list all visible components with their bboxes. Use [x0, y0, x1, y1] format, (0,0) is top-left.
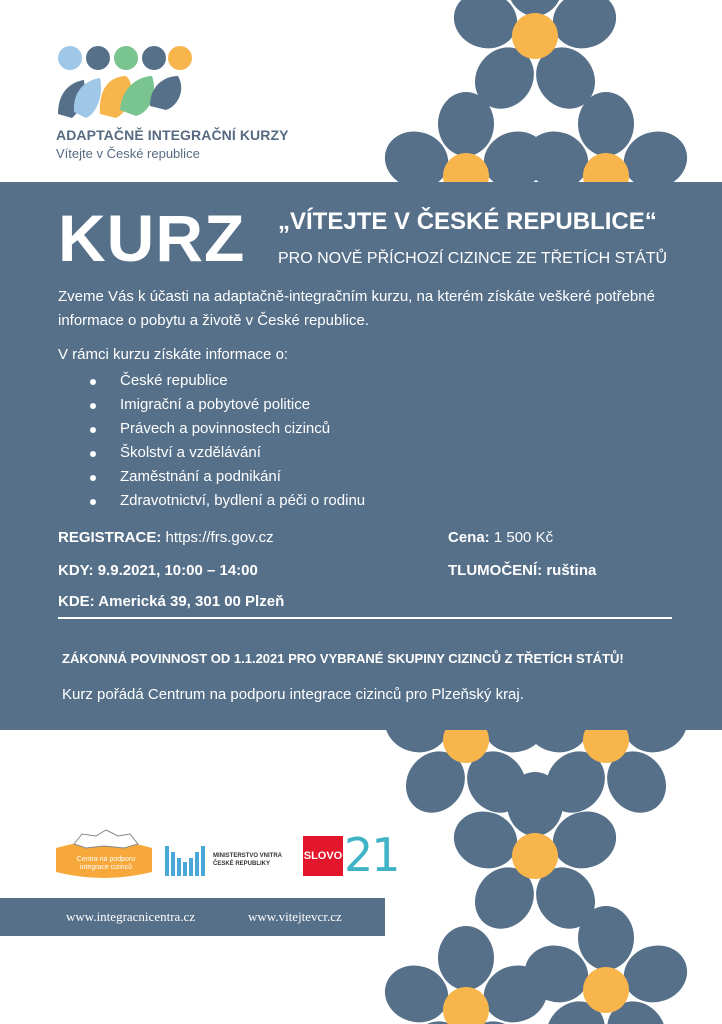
intro-line-2: informace o pobytu a životě v České republice. [58, 312, 369, 329]
cpic-line-2: integrace cizinců [79, 864, 133, 871]
slovo21-number: 21 [344, 828, 399, 882]
topic-item: Zdravotnictví, bydlení a péči o rodinu [90, 489, 365, 513]
organizer-text: Kurz pořádá Centrum na podporu integrace cizinců pro Plzeňský kraj. [62, 686, 524, 703]
cpic-logo [52, 826, 156, 882]
price-value: 1 500 Kč [493, 529, 554, 546]
cpic-line-1: Centra na podporu [76, 856, 136, 863]
course-subheadline: PRO NOVĚ PŘÍCHOZÍ CIZINCE ZE TŘETÍCH STÁTŮ [278, 250, 668, 267]
interpreting-value: ruština [546, 562, 597, 579]
topic-item: České republice [90, 369, 365, 393]
place-info [58, 593, 284, 610]
topics-list [90, 369, 365, 513]
topics-intro: V rámci kurzu získáte informace o: [58, 346, 289, 363]
divider [58, 617, 672, 619]
cpic-text [60, 856, 152, 872]
topic-item: Imigrační a pobytové politice [90, 393, 365, 417]
ministry-logo-text [213, 852, 282, 868]
topic-item: Zaměstnání a podnikání [90, 465, 365, 489]
place-text: KDE: Americká 39, 301 00 Plzeň [58, 593, 285, 610]
interpreting-info [448, 562, 596, 579]
ministry-line-1: MINISTERSTVO VNITRA [213, 853, 283, 859]
ministry-line-2: ČESKÉ REPUBLIKY [213, 861, 271, 867]
registration-label: REGISTRACE: [58, 529, 162, 546]
kurz-heading: KURZ [58, 201, 246, 275]
footer-link-vitejtevcr[interactable]: www.vitejtevcr.cz [248, 909, 342, 924]
topic-item: Právech a povinnostech cizinců [90, 417, 365, 441]
topic-item: Školství a vzdělávání [90, 441, 365, 465]
intro-line-1: Zveme Vás k účasti na adaptačně-integračním kurzu, na kterém získáte veškeré potřebné [58, 288, 655, 305]
ministry-logo-icon [165, 842, 209, 876]
logo-title: ADAPTAČNĚ INTEGRAČNÍ KURZY [56, 127, 289, 143]
footer-link-integracnicentra[interactable]: www.integracnicentra.cz [66, 909, 196, 924]
interpreting-label: TLUMOČENÍ: [448, 562, 543, 579]
date-text: KDY: 9.9.2021, 10:00 – 14:00 [58, 562, 258, 579]
intro-paragraph [58, 285, 678, 333]
course-headline: „VÍTEJTE V ČESKÉ REPUBLICE“ [278, 208, 657, 235]
price-label: Cena: [448, 529, 490, 546]
slovo21-logo-box: SLOVO [303, 836, 343, 876]
registration-link[interactable]: https://frs.gov.cz [165, 529, 274, 546]
date-info [58, 562, 258, 579]
legal-warning: ZÁKONNÁ POVINNOST OD 1.1.2021 PRO VYBRANÉ SKUPINY CIZINCŮ Z TŘETÍCH STÁTŮ! [62, 651, 624, 666]
logo-subtitle: Vítejte v České republice [56, 146, 200, 161]
price-info [448, 529, 553, 546]
registration-info [58, 529, 274, 546]
